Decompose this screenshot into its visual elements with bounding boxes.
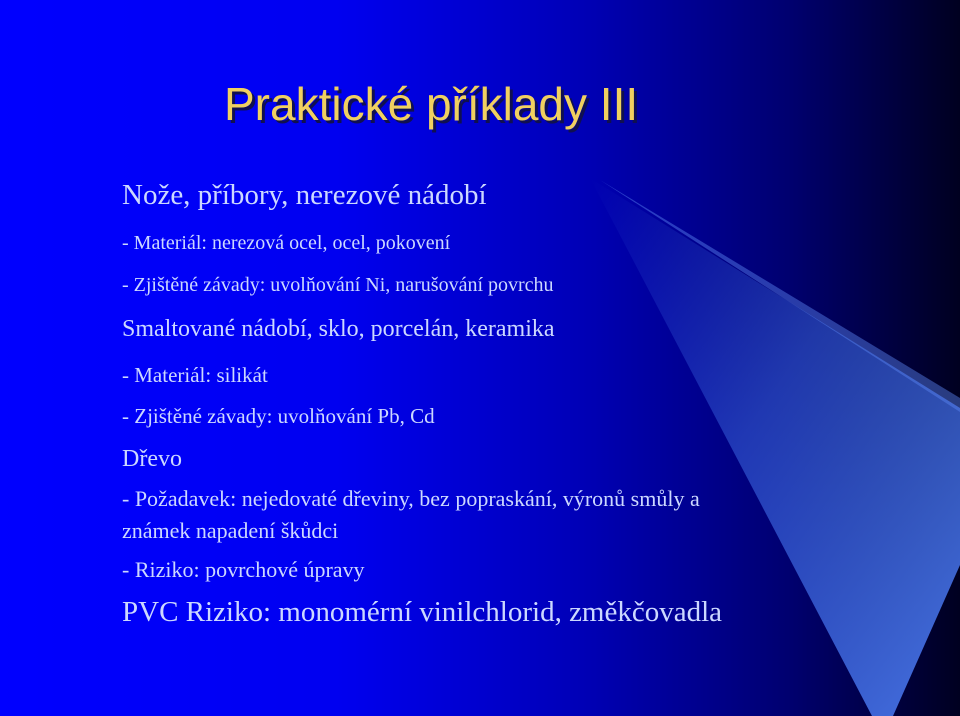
section-heading-knives: Nože, příbory, nerezové nádobí	[122, 179, 487, 211]
section-heading-pvc: PVC Riziko: monomérní vinilchlorid, změkčovadla	[122, 596, 723, 628]
bullet-requirement-wood: - Požadavek: nejedovaté dřeviny, bez popraskání, výronů smůly a	[122, 486, 700, 511]
section-heading-wood: Dřevo	[122, 446, 182, 472]
bullet-defects-enamel: - Zjištěné závady: uvolňování Pb, Cd	[122, 404, 435, 428]
bullet-requirement-wood-cont: známek napadení škůdci	[122, 518, 339, 543]
bullet-risk-wood: - Riziko: povrchové úpravy	[122, 557, 365, 582]
bullet-material-enamel: - Materiál: silikát	[122, 363, 268, 387]
bullet-material-knives: - Materiál: nerezová ocel, ocel, pokovení	[122, 232, 451, 254]
bullet-defects-knives: - Zjištěné závady: uvolňování Ni, narušování povrchu	[122, 274, 554, 296]
section-heading-enamel: Smaltované nádobí, sklo, porcelán, keramika	[122, 316, 555, 342]
diagonal-ray-shape	[590, 178, 960, 716]
slide-title: Praktické příklady III	[224, 78, 639, 130]
